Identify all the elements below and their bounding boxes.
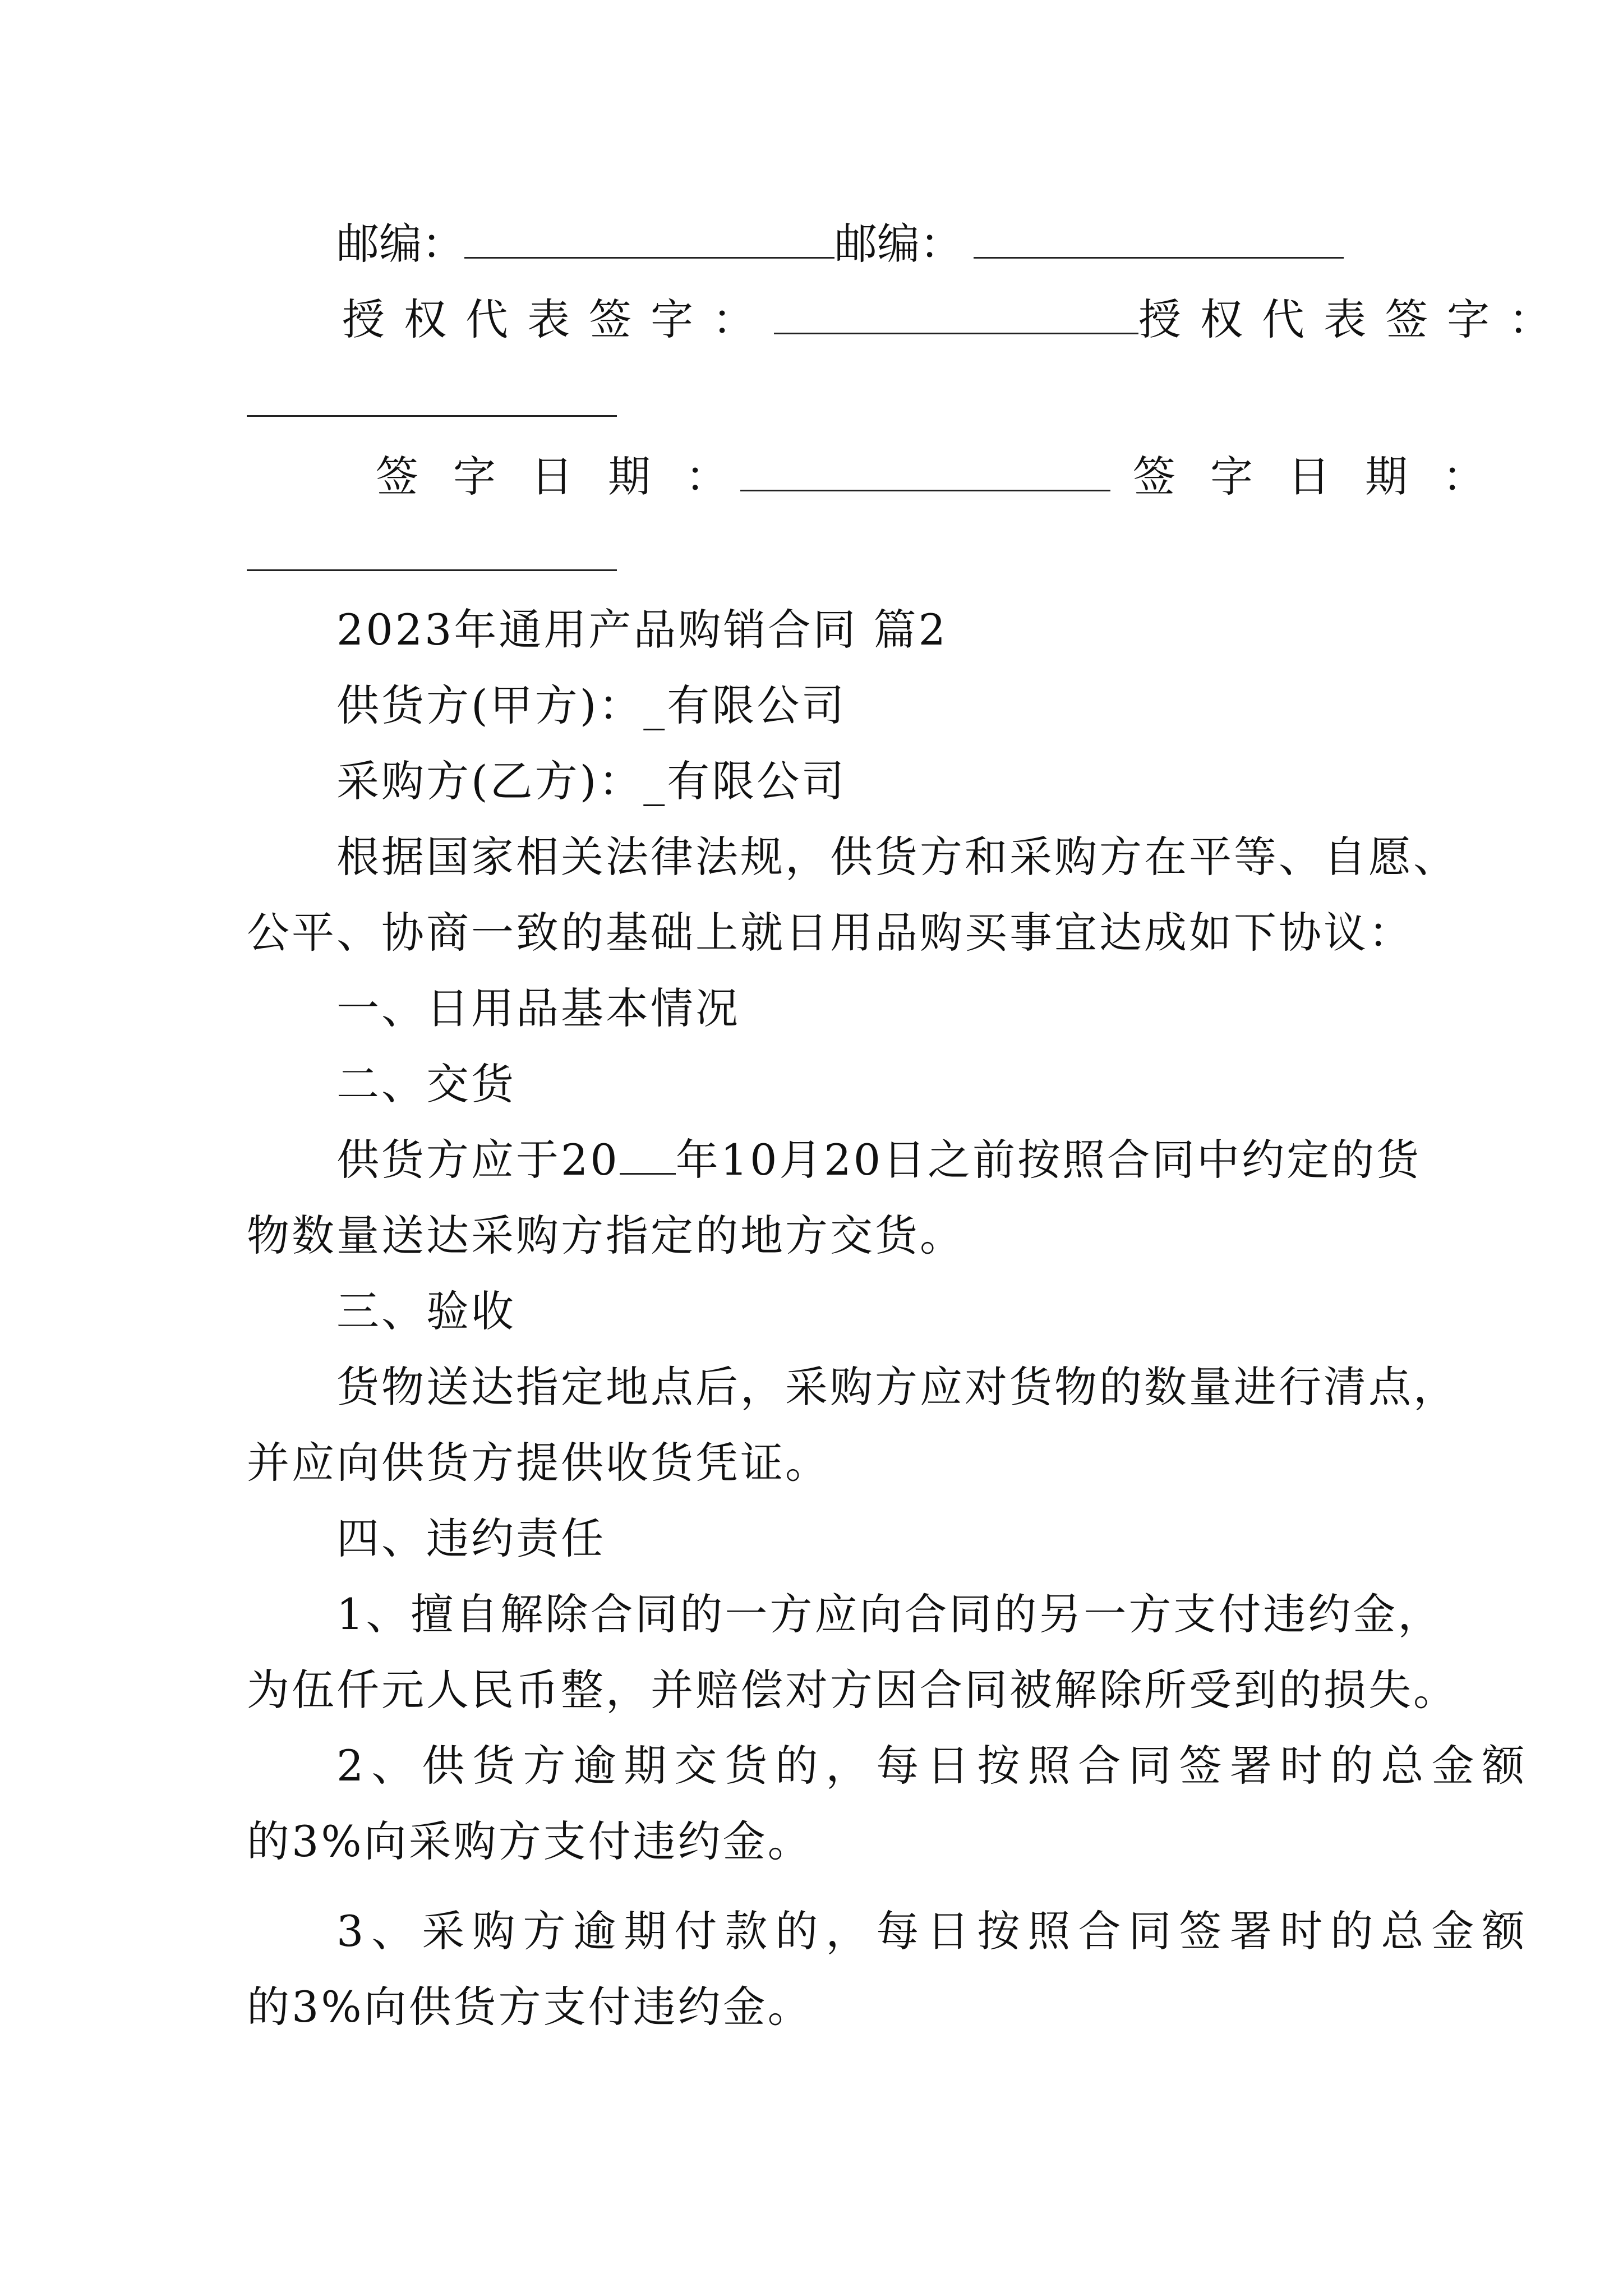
- year-blank: [620, 1137, 676, 1175]
- date-label-right: 签字日期：: [1133, 452, 1520, 501]
- section-3-title: 三、验收: [336, 1286, 516, 1336]
- section-4-title: 四、违约责任: [336, 1513, 606, 1563]
- date-row: [376, 449, 1520, 505]
- auth-sign-label-left: 授权代表签字：: [342, 295, 774, 344]
- section-4-item-3b: 的3%向供货方支付违约金。: [247, 1982, 813, 2032]
- postcode-row: [336, 216, 1344, 272]
- section-2-line-2: 物数量送达采购方指定的地方交货。: [247, 1211, 965, 1260]
- auth-sign-label-right: 授权代表签字：: [1138, 295, 1570, 344]
- auth-sign-blank-right: [247, 415, 617, 417]
- intro-line-1: 根据国家相关法律法规，供货方和采购方在平等、自愿、: [336, 832, 1458, 882]
- postcode-label-right: 邮编：: [834, 219, 962, 269]
- section-2-line-1a: 供货方应于20: [336, 1135, 620, 1185]
- auth-sign-blank-left: [774, 299, 1138, 334]
- contract-title: 2023年通用产品购销合同 篇2: [336, 605, 948, 655]
- section-4-item-1a: 1、擅自解除合同的一方应向合同的另一方支付违约金，: [336, 1589, 1443, 1639]
- date-label-left: 签字日期：: [376, 452, 763, 501]
- section-2-line-1: [336, 1122, 1421, 1198]
- section-4-item-3a: 3、采购方逾期付款的，每日按照合同签署时的总金额: [336, 1906, 1533, 1956]
- section-3-line-1: 货物送达指定地点后，采购方应对货物的数量进行清点，: [336, 1362, 1458, 1412]
- postcode-label-left: 邮编：: [336, 219, 464, 269]
- party-a: 供货方(甲方)：_有限公司: [336, 680, 847, 730]
- date-blank-left: [740, 456, 1110, 491]
- section-2-line-1b: 年10月20日之前按照合同中约定的货: [675, 1135, 1422, 1185]
- party-b: 采购方(乙方)：_有限公司: [336, 756, 847, 806]
- section-4-item-2a: 2、供货方逾期交货的，每日按照合同签署时的总金额: [336, 1741, 1533, 1791]
- section-3-line-2: 并应向供货方提供收货凭证。: [247, 1438, 830, 1488]
- auth-sign-row: [342, 292, 1570, 348]
- section-1-title: 一、日用品基本情况: [336, 983, 740, 1033]
- section-4-item-2b: 的3%向采购方支付违约金。: [247, 1816, 813, 1866]
- postcode-blank-right: [974, 223, 1344, 259]
- date-blank-right: [247, 569, 617, 571]
- intro-line-2: 公平、协商一致的基础上就日用品购买事宜达成如下协议：: [247, 908, 1413, 958]
- section-2-title: 二、交货: [336, 1059, 516, 1109]
- section-4-item-1b: 为伍仟元人民币整，并赔偿对方因合同被解除所受到的损失。: [247, 1665, 1458, 1715]
- postcode-blank-left: [464, 223, 834, 259]
